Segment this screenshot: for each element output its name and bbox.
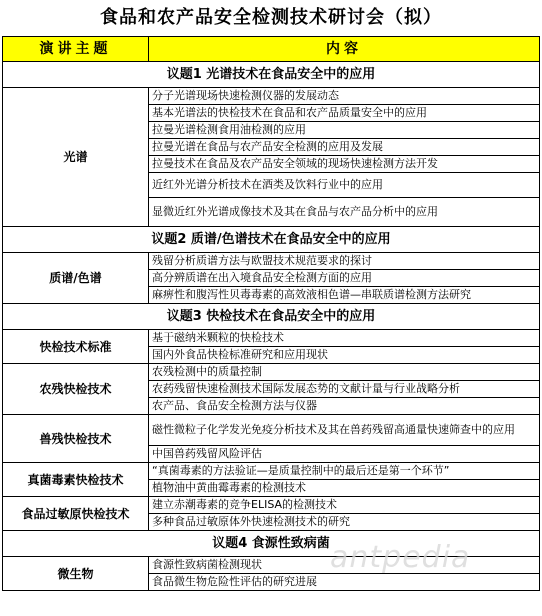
content-item: 磁性微粒子化学发光免疫分析技术及其在兽药残留高通量快速筛查中的应用 (149, 415, 540, 446)
content-item: 国内外食品快检标准研究和应用现状 (149, 347, 540, 364)
category-cell: 光谱 (3, 88, 149, 227)
agenda-table (2, 36, 540, 591)
content-item: 分子光谱现场快速检测仪器的发展动态 (149, 88, 540, 105)
content-item: 基于磁纳米颗粒的快检技术 (149, 330, 540, 347)
category-cell: 农残快检技术 (3, 364, 149, 415)
category-cell: 质谱/色谱 (3, 253, 149, 304)
category-cell: 快检技术标准 (3, 330, 149, 364)
topic-title: 议题3 快检技术在食品安全中的应用 (3, 304, 540, 330)
topic-title: 议题2 质谱/色谱技术在食品安全中的应用 (3, 227, 540, 253)
watermark-logo: antpedia (330, 540, 471, 575)
content-item: 中国兽药残留风险评估 (149, 446, 540, 463)
topic-row (3, 227, 540, 253)
content-item: 麻痹性和腹泻性贝毒毒素的高效液相色谱—串联质谱检测方法研究 (149, 287, 540, 304)
content-item: 植物油中黄曲霉毒素的检测技术 (149, 480, 540, 497)
table-header-row (3, 37, 540, 62)
table-row (3, 253, 540, 270)
content-item: 建立赤潮毒素的竞争ELISA的检测技术 (149, 497, 540, 514)
content-item: 农药残留快速检测技术国际发展态势的文献计量与行业战略分析 (149, 381, 540, 398)
topic-title: 议题4 食源性致病菌 (3, 531, 540, 557)
category-cell: 兽残快检技术 (3, 415, 149, 463)
content-item: 农残检测中的质量控制 (149, 364, 540, 381)
table-row (3, 330, 540, 347)
category-cell: 微生物 (3, 557, 149, 591)
content-item: 农产品、食品安全检测方法与仪器 (149, 398, 540, 415)
content-item: 显微近红外光谱成像技术及其在食品与农产品分析中的应用 (149, 198, 540, 227)
content-item: 食源性致病菌检测现状 (149, 557, 540, 574)
table-row (3, 415, 540, 446)
category-cell: 食品过敏原快检技术 (3, 497, 149, 531)
content-item: 近红外光谱分析技术在酒类及饮料行业中的应用 (149, 173, 540, 198)
topic-row (3, 62, 540, 88)
content-item: “真菌毒素的方法验证—是质量控制中的最后还是第一个环节” (149, 463, 540, 480)
header-content: 内容 (149, 37, 540, 62)
table-row (3, 88, 540, 105)
content-item: 基本光谱法的快检技术在食品和农产品质量安全中的应用 (149, 105, 540, 122)
topic-title: 议题1 光谱技术在食品安全中的应用 (3, 62, 540, 88)
document-title: 食品和农产品安全检测技术研讨会（拟） (100, 7, 442, 28)
table-row (3, 364, 540, 381)
table-row (3, 497, 540, 514)
content-item: 拉曼光谱检测食用油检测的应用 (149, 122, 540, 139)
category-cell: 真菌毒素快检技术 (3, 463, 149, 497)
header-topic: 演讲主题 (3, 37, 149, 62)
content-item: 残留分析质谱方法与欧盟技术规范要求的探讨 (149, 253, 540, 270)
table-row (3, 463, 540, 480)
content-item: 高分辨质谱在出入境食品安全检测方面的应用 (149, 270, 540, 287)
content-item: 拉曼技术在食品及农产品安全领域的现场快速检测方法开发 (149, 156, 540, 173)
content-item: 食品微生物危险性评估的研究进展 (149, 574, 540, 591)
content-item: 多种食品过敏原体外快速检测技术的研究 (149, 514, 540, 531)
topic-row (3, 304, 540, 330)
content-item: 拉曼光谱在食品与农产品安全检测的应用及发展 (149, 139, 540, 156)
